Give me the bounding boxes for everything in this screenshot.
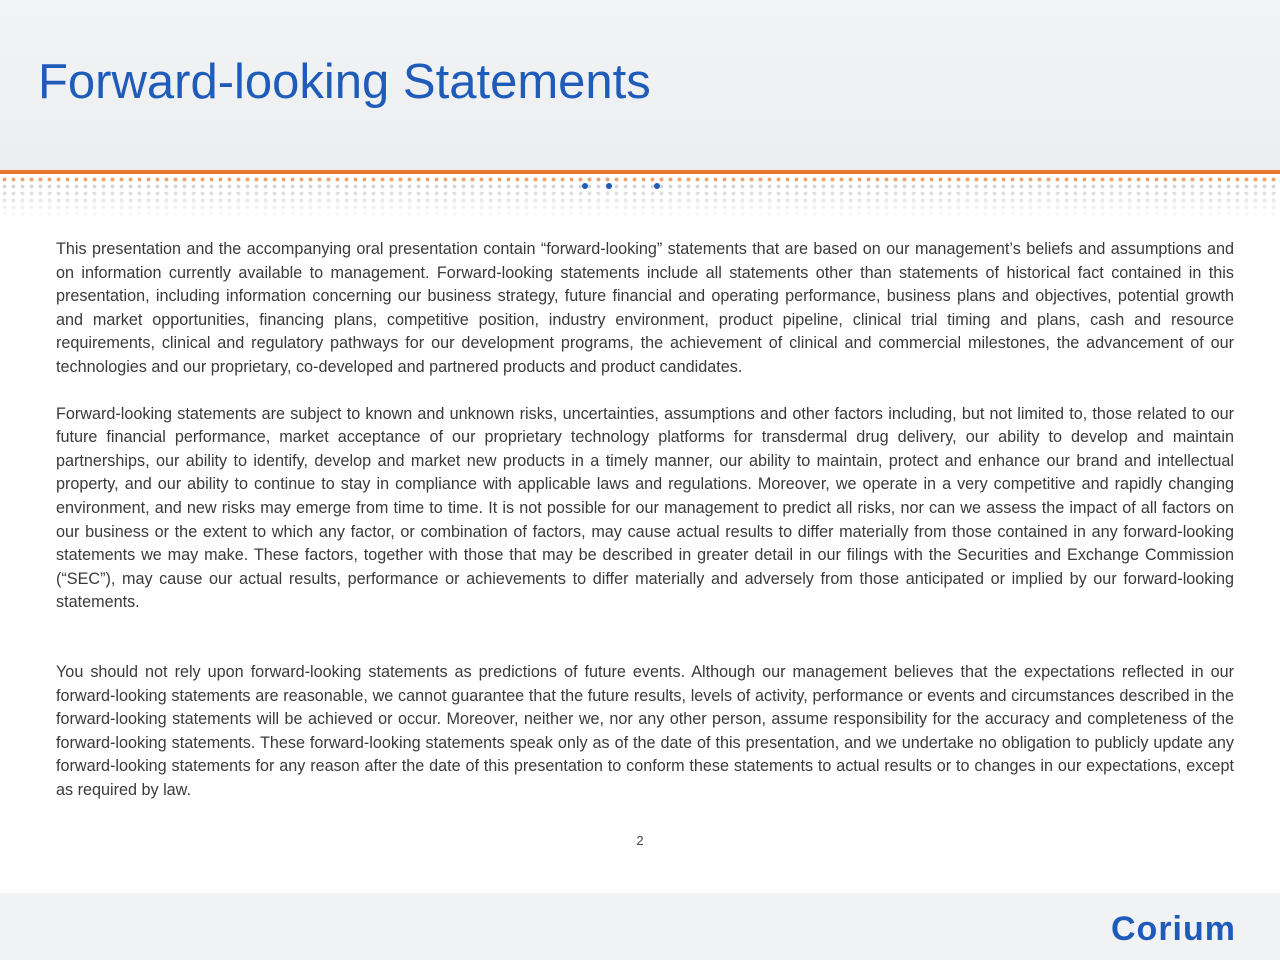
dot-pattern-orange-row xyxy=(0,176,1280,183)
accent-dot-1 xyxy=(582,183,588,189)
slide-header xyxy=(0,0,1280,170)
accent-dot-3 xyxy=(654,183,660,189)
paragraph-reliance: You should not rely upon forward-looking statements as predictions of future events. Although our management believes that the expectations reflected in our forward-looking statements are reasonable, we cannot guarantee that the future results, levels of activity, performance or events and circumstances described in the forward-looking statements will be achieved or occur. Moreover, neither we, nor any other person, assume responsibility for the accuracy and completeness of the forward-looking statements. These forward-looking statements speak only as of the date of this presentation, and we undertake no obligation to publicly update any forward-looking statements for any reason after the date of this presentation to conform these statements to actual results or to changes in our expectations, except as required by law. xyxy=(56,662,1234,799)
corium-logo: Corium xyxy=(1111,910,1236,948)
paragraph-intro: This presentation and the accompanying oral presentation contain “forward-looking” statements that are based on our management’s beliefs and assumptions and on information currently available to management. Forward-looking statements include all statements other than statements of historical fact contained in this presentation, including information concerning our business strategy, future financial and operating performance, business plans and objectives, potential growth and market opportunities, financing plans, competitive position, industry environment, product pipeline, clinical trial timing and plans, cash and resource requirements, clinical and regulatory pathways for our development programs, the achievement of clinical and commercial milestones, the advancement of our technologies and our proprietary, co-developed and partnered products and product candidates. xyxy=(56,240,1234,376)
accent-dot-2 xyxy=(606,183,612,189)
header-divider-rule xyxy=(0,170,1280,174)
slide-footer xyxy=(0,893,1280,960)
paragraph-risks: Forward-looking statements are subject to known and unknown risks, uncertainties, assumptions and other factors including, but not limited to, those related to our future financial performance, market acceptance of our proprietary technology platforms for transdermal drug delivery, our ability to develop and maintain partnerships, our ability to identify, develop and market new products in a timely manner, our ability to maintain, protect and enhance our brand and intellectual property, and our ability to continue to stay in compliance with applicable laws and regulations. Moreover, we operate in a very competitive and rapidly changing environment, and new risks may emerge from time to time. It is not possible for our management to predict all risks, nor can we assess the impact of all factors on our business or the extent to which any factor, or combination of factors, may cause actual results to differ materially from those contained in any forward-looking statements we may make. These factors, together with those that may be described in greater detail in our filings with the Securities and Exchange Commission (“SEC”), may cause our actual results, performance or achievements to differ materially and adversely from those anticipated or implied by our forward-looking statements. xyxy=(56,404,1234,612)
page-number: 2 xyxy=(636,833,644,848)
slide-body xyxy=(56,238,1234,802)
slide-title: Forward-looking Statements xyxy=(38,55,651,109)
